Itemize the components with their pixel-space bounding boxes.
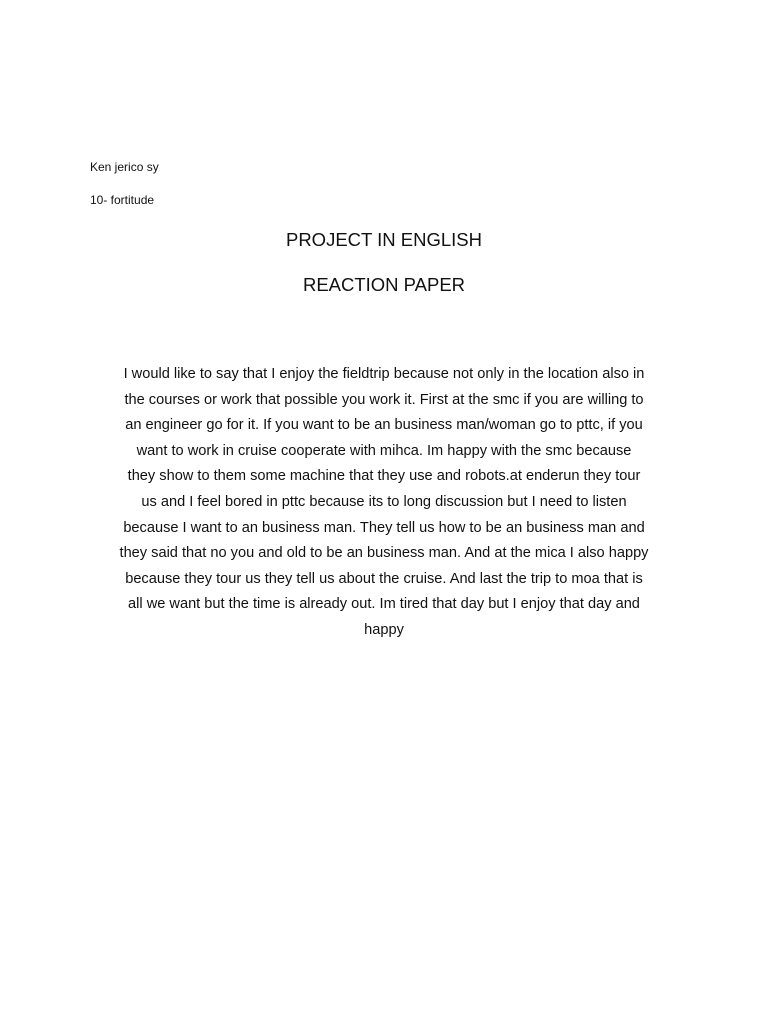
- author-name: Ken jerico sy: [90, 160, 159, 174]
- paragraph-line: I would like to say that I enjoy the fieldtrip because not only in the location also in: [123, 366, 645, 382]
- paragraph-line: want to work in cruise cooperate with mihca. Im happy with the smc because: [136, 442, 632, 459]
- reaction-paragraph: [80, 362, 688, 644]
- paragraph-line: all we want but the time is already out. Im tired that day but I enjoy that day and: [128, 596, 640, 613]
- paragraph-line: they show to them some machine that they use and robots.at enderun they tour: [127, 468, 641, 485]
- paper-title: REACTION PAPER: [302, 274, 466, 295]
- paragraph-line: because they tour us they tell us about the cruise. And last the trip to moa that is: [125, 570, 643, 587]
- paragraph-line: an engineer go for it. If you want to be an business man/woman go to pttc, if you: [125, 417, 643, 434]
- paragraph-line: because I want to an business man. They tell us how to be an business man and: [123, 519, 645, 536]
- paragraph-line: they said that no you and old to be an business man. And at the mica I also happy: [119, 545, 649, 562]
- paragraph-line: happy: [364, 621, 404, 638]
- paragraph-line: the courses or work that possible you work it. First at the smc if you are willing to: [124, 391, 644, 408]
- paragraph-line: us and I feel bored in pttc because its to long discussion but I need to listen: [141, 493, 627, 510]
- project-title: PROJECT IN ENGLISH: [285, 229, 482, 250]
- class-section: 10- fortitude: [90, 193, 155, 207]
